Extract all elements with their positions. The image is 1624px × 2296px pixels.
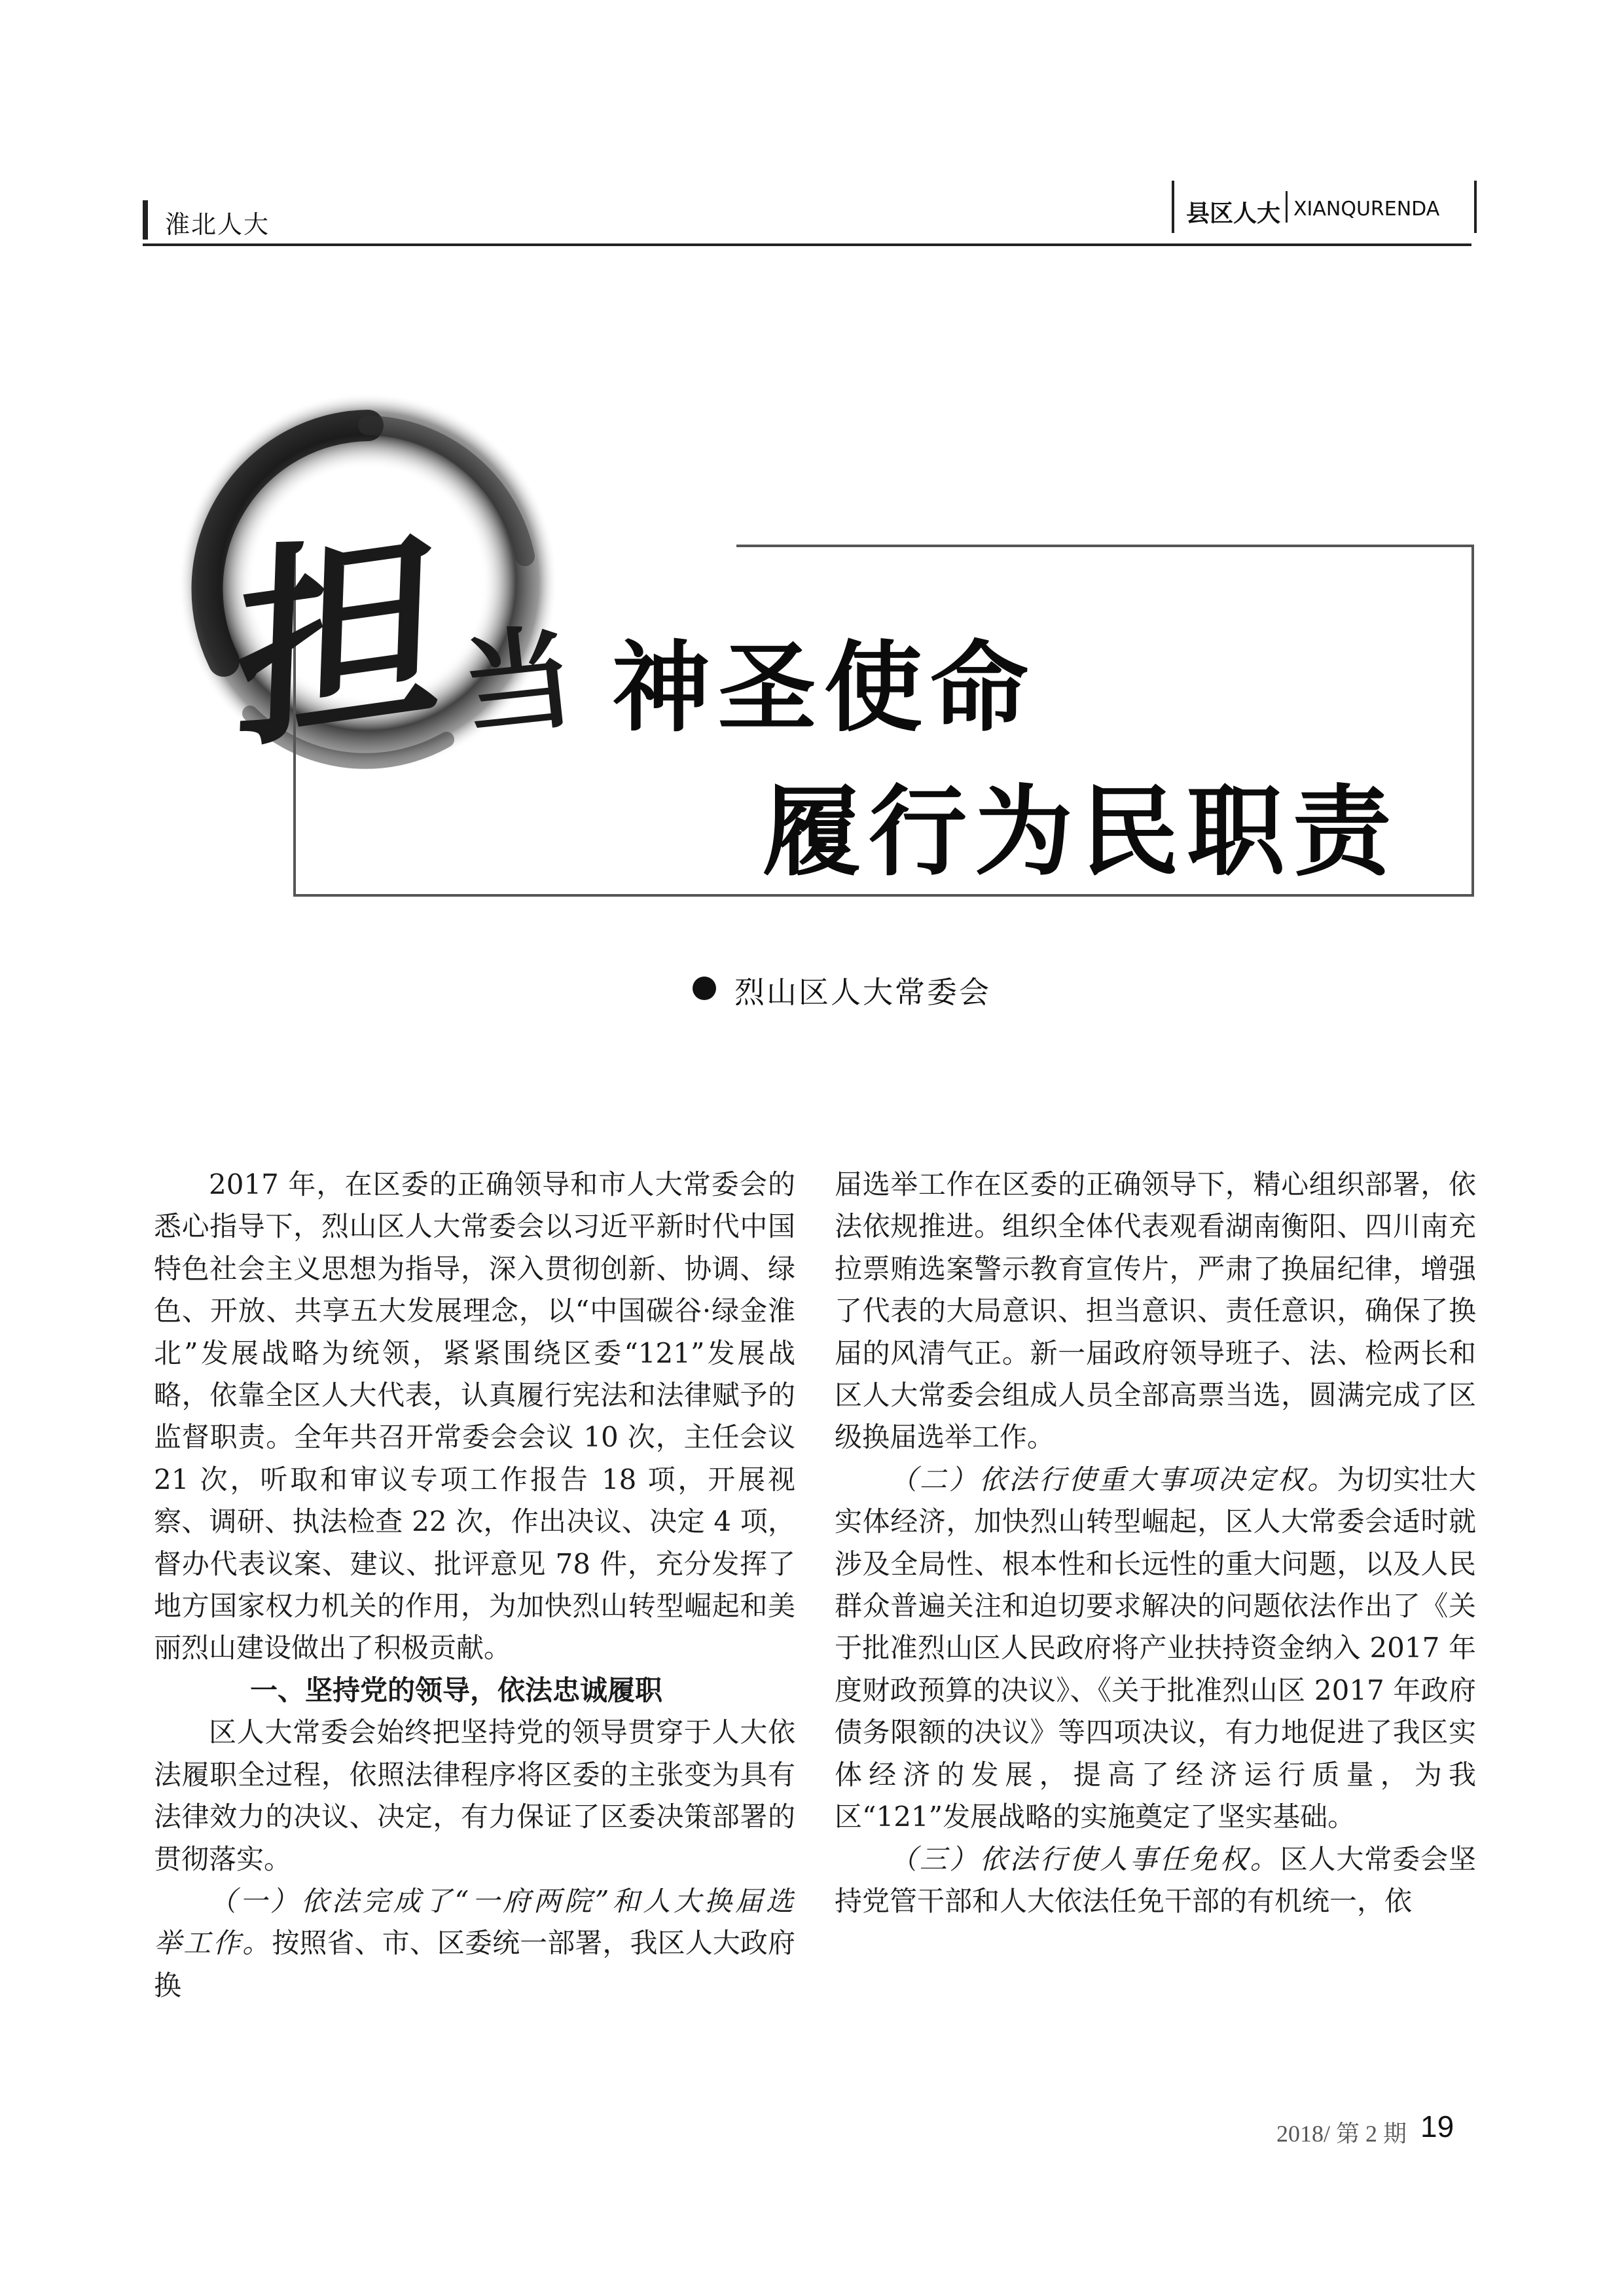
brush-character-dang: 当 [456, 611, 581, 753]
subsection-1-heading: （一）依法完成了“一府两院”和人大换届选举工作。 [154, 1884, 795, 1960]
section-label-divider [1286, 191, 1288, 223]
author-bullet [693, 977, 716, 1000]
paragraph-subsection-1 [154, 1880, 795, 2007]
subsection-3-heading: （三）依法行使人事任免权。 [890, 1842, 1280, 1875]
body-column-right [835, 1164, 1476, 1922]
title-line-2: 履行为民职责 [763, 776, 1399, 889]
brush-character-dan: 担 [231, 502, 442, 780]
paragraph-subsection-2 [835, 1459, 1476, 1839]
paragraph-section-1: 区人大常委会始终把坚持党的领导贯穿于人大依法履职全过程，依照法律程序将区委的主张变为具有法律效力的决议、决定，有力保证了区委决策部署的贯彻落实。 [154, 1716, 795, 1875]
issue-label: 2018/ 第 2 期 [1276, 2121, 1407, 2147]
body-column-left [154, 1164, 795, 2007]
subsection-3-text: 区人大常委会坚持党管干部和人大依法任免干部的有机统一，依 [835, 1842, 1476, 1917]
paragraph-intro: 2017 年，在区委的正确领导和市人大常委会的悉心指导下，烈山区人大常委会以习近平新时代中国特色社会主义思想为指导，深入贯彻创新、协调、绿色、开放、共享五大发展理念，以“中国碳谷·绿金淮北”发展战略为统领，紧紧围绕区委“121”发展战略，依靠全区人大代表，认真履行宪法和法律赋予的监督职责。全年共召开常委会会议 10 次，主任会议 21 次，听取和审议专项工作报告 18 项，开展视察、调研、执法检查 22 次，作出决议、决定 4 项，督办代表议案、建议、批评意见 78 件，充分发挥了地方国家权力机关的作用，为加快烈山转型崛起和美丽烈山建设做出了积极贡献。 [154, 1168, 795, 1664]
subsection-1-text: 按照省、市、区委统一部署，我区人大政府换 [154, 1927, 795, 2001]
page-number: 19 [1420, 2109, 1454, 2144]
subsection-2-text: 为切实壮大实体经济，加快烈山转型崛起，区人大常委会适时就涉及全局性、根本性和长远性的重大问题，以及人民群众普遍关注和迫切要求解决的问题依法作出了《关于批准烈山区人民政府将产业扶持资金纳入 2017 年度财政预算的决议》、《关于批准烈山区 2017 年政府债务限额的决议》等四项决议，有力地促进了我区实体经济的发展，提高了经济运行质量，为我区“121”发展战略的实施奠定了坚实基础。 [835, 1463, 1476, 1833]
paragraph-subsection-3 [835, 1839, 1476, 1923]
header-rule [143, 243, 1471, 246]
section-label-en: XIANQURENDA [1293, 198, 1440, 221]
journal-title: 淮北人大 [165, 210, 270, 239]
section-heading-1: 一、坚持党的领导，依法忠诚履职 [250, 1674, 663, 1706]
title-line-1: 神圣使命 [612, 632, 1037, 745]
author-line: 烈山区人大常委会 [734, 975, 991, 1010]
header-left-marker [143, 200, 148, 240]
paragraph-subsection-1-cont: 届选举工作在区委的正确领导下，精心组织部署，依法依规推进。组织全体代表观看湖南衡阳、四川南充拉票贿选案警示教育宣传片，严肃了换届纪律，增强了代表的大局意识、担当意识、责任意识，确保了换届的风清气正。新一届政府领导班子、法、检两长和区人大常委会组成人员全部高票当选，圆满完成了区级换届选举工作。 [835, 1168, 1476, 1454]
section-label: 县区人大 [1186, 200, 1281, 227]
subsection-2-heading: （二）依法行使重大事项决定权。 [890, 1463, 1337, 1496]
